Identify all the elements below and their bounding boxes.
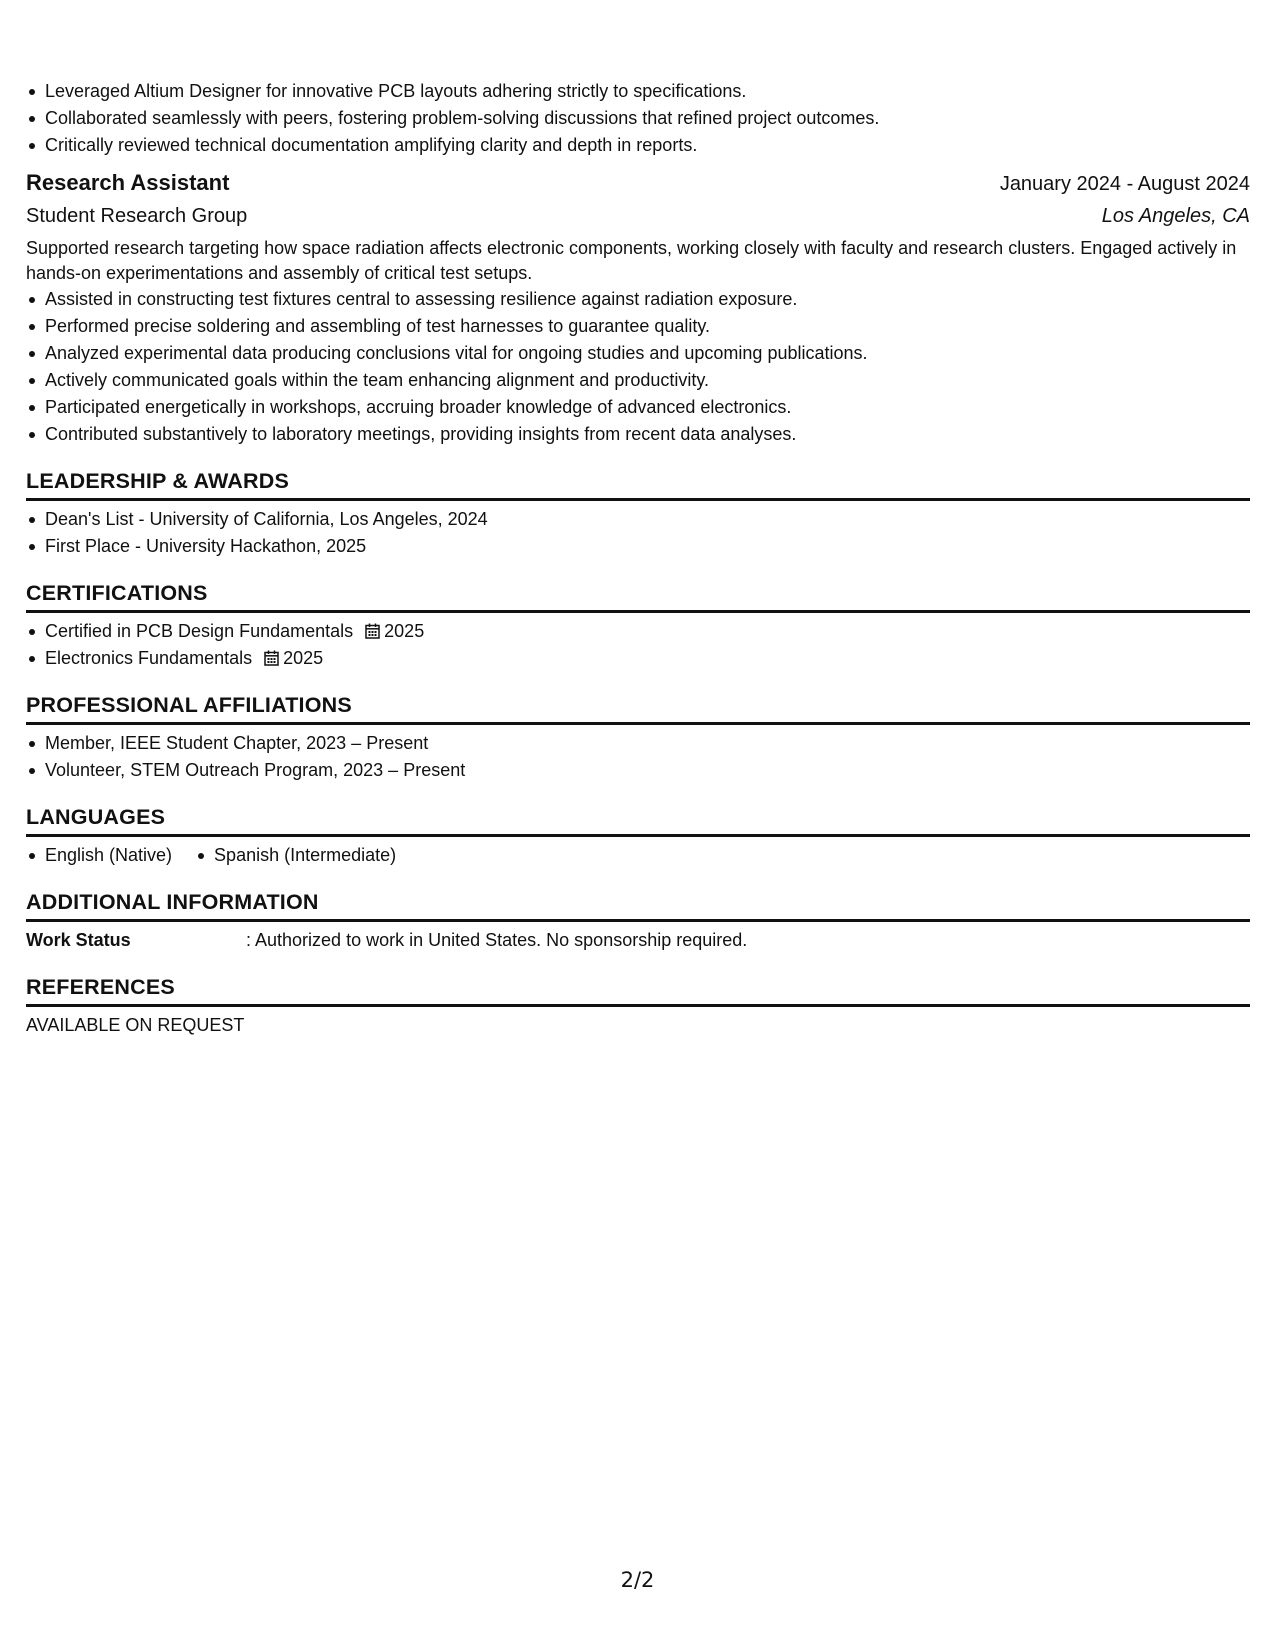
job-header xyxy=(26,167,1250,200)
list-item: Spanish (Intermediate) xyxy=(214,842,396,869)
section-title: REFERENCES xyxy=(26,973,1250,1007)
job-bullets xyxy=(26,286,1250,448)
work-status-label: Work Status xyxy=(26,930,131,950)
calendar-icon xyxy=(264,650,279,666)
work-status-value: : Authorized to work in United States. No sponsorship required. xyxy=(246,930,748,950)
list-item: Contributed substantively to laboratory meetings, providing insights from recent data analyses. xyxy=(45,421,1250,448)
additional-information-section xyxy=(26,888,1250,954)
certifications-list xyxy=(26,618,1250,672)
list-item xyxy=(45,618,1250,645)
certification-name: Certified in PCB Design Fundamentals xyxy=(45,621,354,641)
list-item: First Place - University Hackathon, 2025 xyxy=(45,533,1250,560)
list-item: Performed precise soldering and assembling of test harnesses to guarantee quality. xyxy=(45,313,1250,340)
job-dates: January 2024 - August 2024 xyxy=(999,173,1250,195)
calendar-icon xyxy=(365,623,380,639)
resume-page xyxy=(26,78,1250,1039)
job-organization: Student Research Group xyxy=(26,205,248,227)
leadership-section xyxy=(26,467,1250,560)
certification-year: 2025 xyxy=(384,621,425,641)
certification-name: Electronics Fundamentals xyxy=(45,648,253,668)
certifications-section xyxy=(26,579,1250,672)
list-item: Assisted in constructing test fixtures central to assessing resilience against radiation exposure. xyxy=(45,286,1250,313)
list-item: Critically reviewed technical documentation amplifying clarity and depth in reports. xyxy=(45,132,1250,159)
job-title: Research Assistant xyxy=(26,170,230,195)
references-section xyxy=(26,973,1250,1039)
section-title: PROFESSIONAL AFFILIATIONS xyxy=(26,691,1250,725)
list-item: Analyzed experimental data producing conclusions vital for ongoing studies and upcoming publications. xyxy=(45,340,1250,367)
list-item: Dean's List - University of California, Los Angeles, 2024 xyxy=(45,506,1250,533)
certification-year: 2025 xyxy=(283,648,324,668)
list-item: Collaborated seamlessly with peers, fostering problem-solving discussions that refined project outcomes. xyxy=(45,105,1250,132)
experience-entry xyxy=(26,167,1250,448)
list-item: Actively communicated goals within the team enhancing alignment and productivity. xyxy=(45,367,1250,394)
affiliations-list xyxy=(26,730,1250,784)
references-text: AVAILABLE ON REQUEST xyxy=(26,1015,245,1035)
languages-list xyxy=(26,842,1250,869)
list-item: English (Native) xyxy=(45,842,172,869)
job-description: Supported research targeting how space radiation affects electronic components, working closely with faculty and research clusters. Engaged actively in hands-on experimentations and assembly of critical test setups. xyxy=(26,238,1237,283)
page-number: 2/2 xyxy=(620,1568,655,1592)
previous-job-bullets xyxy=(26,78,1250,159)
section-title: CERTIFICATIONS xyxy=(26,579,1250,613)
job-location: Los Angeles, CA xyxy=(1101,205,1250,227)
section-title: LEADERSHIP & AWARDS xyxy=(26,467,1250,501)
list-item: Participated energetically in workshops, accruing broader knowledge of advanced electronics. xyxy=(45,394,1250,421)
leadership-list xyxy=(26,506,1250,560)
job-subheader xyxy=(26,201,1250,231)
section-title: ADDITIONAL INFORMATION xyxy=(26,888,1250,922)
languages-section xyxy=(26,803,1250,869)
work-status-row xyxy=(26,927,1250,954)
list-item: Member, IEEE Student Chapter, 2023 – Present xyxy=(45,730,1250,757)
list-item: Volunteer, STEM Outreach Program, 2023 – Present xyxy=(45,757,1250,784)
section-title: LANGUAGES xyxy=(26,803,1250,837)
list-item xyxy=(45,645,1250,672)
affiliations-section xyxy=(26,691,1250,784)
list-item: Leveraged Altium Designer for innovative PCB layouts adhering strictly to specifications. xyxy=(45,78,1250,105)
